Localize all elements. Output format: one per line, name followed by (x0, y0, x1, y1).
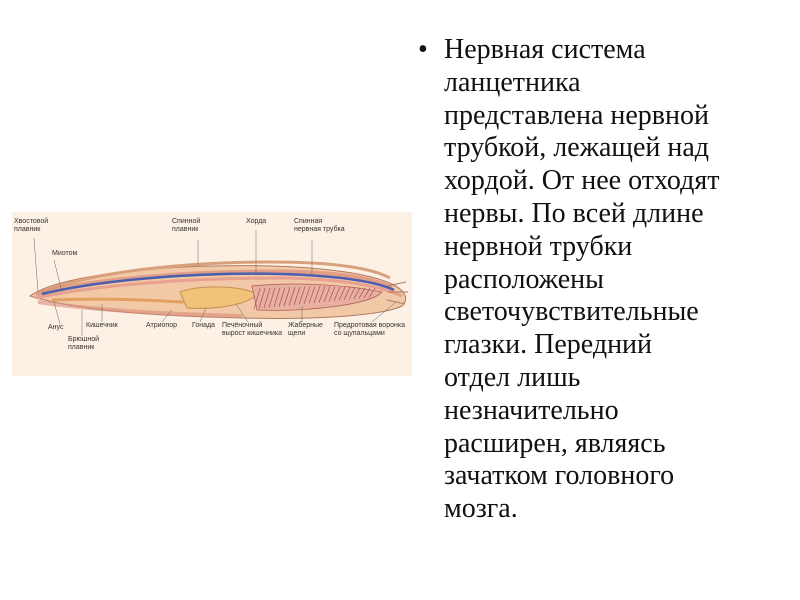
label-gonad: Гонада (192, 322, 215, 329)
label-neural-tube: Спинная нервная трубка (294, 218, 345, 233)
label-notochord: Хорда (246, 218, 267, 225)
label-myotome: Миотом (52, 250, 78, 257)
label-tail-fin: Хвостовой плавник (14, 218, 49, 233)
label-ventral-fin: Брюшной плавник (68, 336, 100, 351)
label-liver-outgrowth: Печёночный вырост кишечника (222, 322, 282, 337)
label-dorsal-fin: Спинной плавник (172, 218, 201, 233)
label-intestine: Кишечник (86, 322, 118, 329)
lancelet-diagram (12, 212, 412, 376)
bullet-point: • (418, 34, 428, 65)
label-oral-funnel: Предротовая воронка со щупальцами (334, 322, 405, 337)
label-atriopore: Атриопор (146, 322, 177, 329)
label-gill-slits: Жаберные щели (288, 322, 323, 337)
label-anus: Анус (48, 324, 64, 331)
description-paragraph: Нервная система ланцетника представлена нервной трубкой, лежащей над хордой. От нее отходят нервы. По всей длине нервной трубки расположены светочувствительные глазки. Передний отдел лишь незначительно расширен, являясь зачатком головного мозга. (444, 34, 720, 525)
